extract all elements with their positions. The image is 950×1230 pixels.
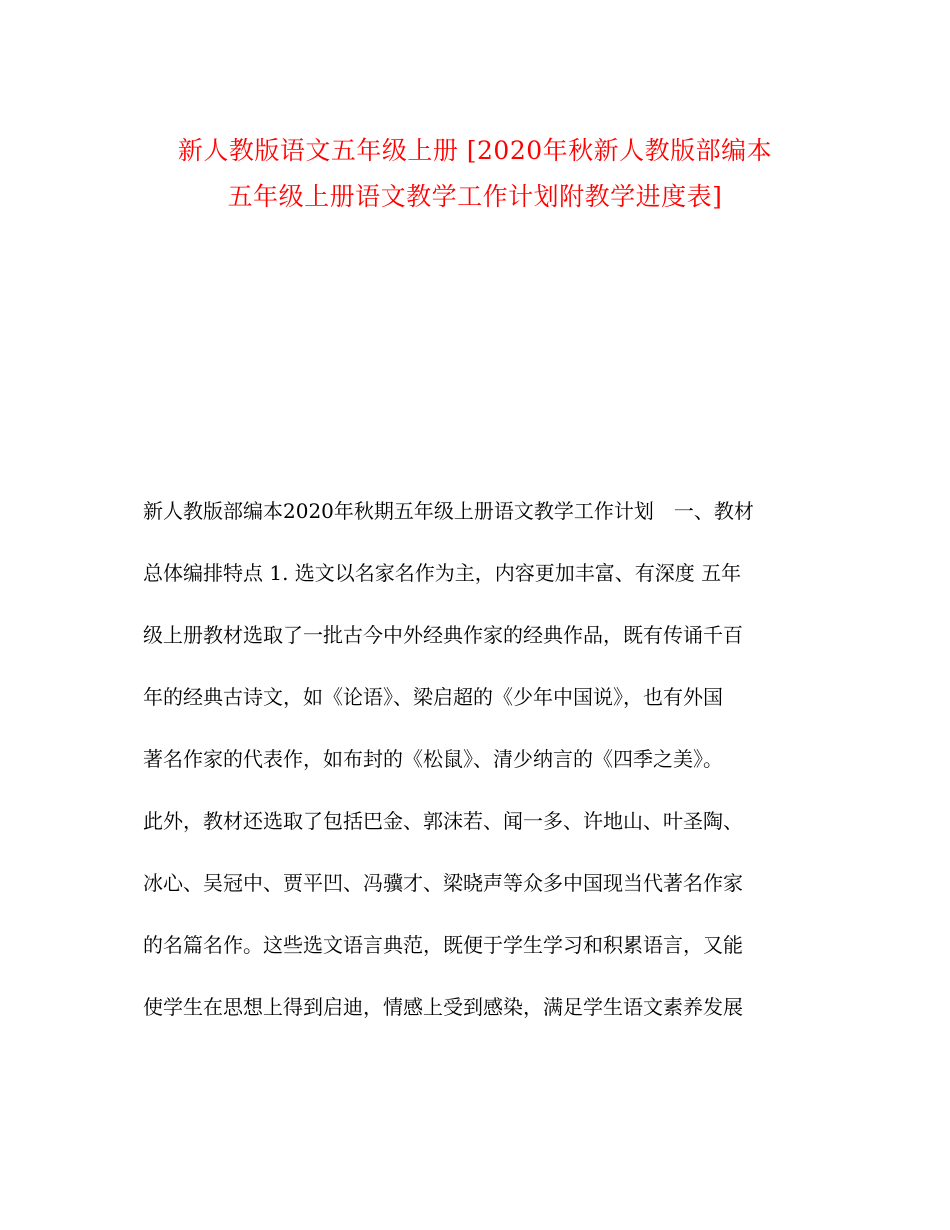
document-body xyxy=(143,480,808,1038)
body-line: 年的经典古诗文，如《论语》、梁启超的《少年中国说》，也有外国 xyxy=(143,685,723,709)
body-line: 此外，教材还选取了包括巴金、郭沫若、闻一多、许地山、叶圣陶、 xyxy=(143,809,743,833)
body-line: 的名篇名作。这些选文语言典范，既便于学生学习和积累语言，又能 xyxy=(143,933,743,957)
body-line: 使学生在思想上得到启迪，情感上受到感染，满足学生语文素养发展 xyxy=(143,995,743,1019)
body-line: 冰心、吴冠中、贾平凹、冯骥才、梁晓声等众多中国现当代著名作家 xyxy=(143,871,743,895)
title-line-1: 新人教版语文五年级上册 [2020年秋新人教版部编本 xyxy=(177,136,773,165)
title-line-2: 五年级上册语文教学工作计划附教学进度表] xyxy=(227,182,723,211)
body-line: 著名作家的代表作，如布封的《松鼠》、清少纳言的《四季之美》。 xyxy=(143,747,723,771)
body-line: 级上册教材选取了一批古今中外经典作家的经典作品，既有传诵千百 xyxy=(143,623,743,647)
document-title xyxy=(110,128,840,220)
body-line: 新人教版部编本2020年秋期五年级上册语文教学工作计划 一、教材 xyxy=(143,499,754,523)
body-line: 总体编排特点 1. 选文以名家名作为主，内容更加丰富、有深度 五年 xyxy=(143,561,742,585)
